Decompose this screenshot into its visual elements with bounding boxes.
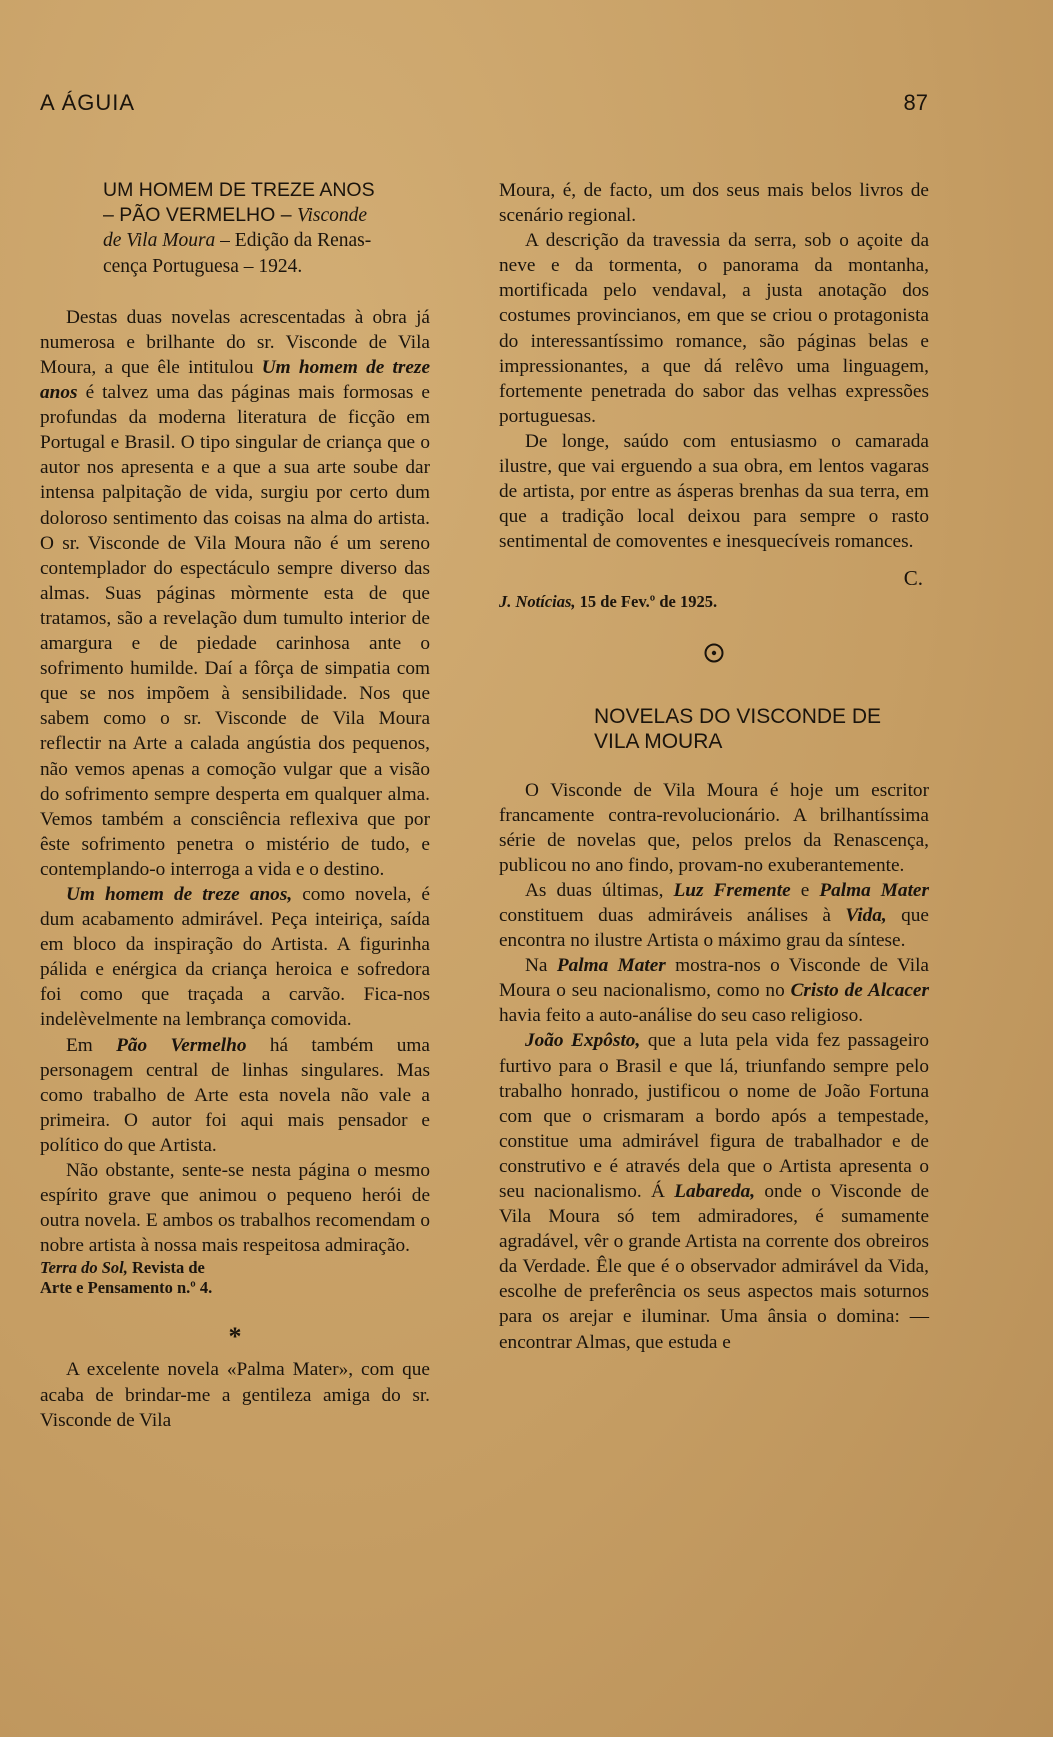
right-column	[499, 178, 929, 1355]
paragraph: Em Pão Vermelho há também uma personagem central de linhas singulares. Mas como trabalho de Arte esta novela não vale a primeira. O autor foi aqui mais pensador e político do que Artista.	[40, 1034, 430, 1156]
paragraph: A excelente novela «Palma Mater», com que acaba de brindar-me a gentileza amiga do sr. Visconde de Vila	[40, 1359, 430, 1431]
paragraph: Um homem de treze anos, como novela, é dum acabamento admirável. Peça inteiriça, saída em bloco da inspiração do Artista. A figurinha pálida e enérgica da criança heroica e sofredora foi como que traçada a carvão. Fica-nos indelèvelmente na lembrança comovida.	[40, 883, 430, 1031]
paragraph: A descrição da travessia da serra, sob o açoite da neve e da tormenta, o panorama da montanha, mortificada pelo vendaval, a justa anotação dos costumes provincianos, em que se criou o protagonista do interessantíssimo romance, são páginas belas e impressionantes, a que dá relêvo uma linguagem, fortemente penetrada do sabor das velhas expressões portuguesas.	[499, 230, 929, 427]
paragraph: Na Palma Mater mostra-nos o Visconde de Vila Moura o seu nacionalismo, como no Cristo de Alcacer havia feito a auto-análise do seu caso religioso.	[499, 955, 929, 1027]
paragraph: Moura, é, de facto, um dos seus mais belos livros de scenário regional.	[499, 180, 929, 227]
circle-dot-ornament-icon	[703, 642, 725, 664]
paragraph: De longe, saúdo com entusiasmo o camarada ilustre, que vai erguendo a sua obra, em lentos vagaras de artista, por entre as ásperas brenhas da sua terra, em que a tradição local deixou para sempre o rasto sentimental de comoventes e inesquecíveis romances.	[499, 430, 929, 553]
section-title: NOVELAS DO VISCONDE DE VILA MOURA	[594, 704, 882, 753]
left-column	[40, 178, 430, 1433]
page-header	[40, 90, 928, 120]
signature: C.	[903, 566, 923, 591]
source-citation: Terra do Sol, Revista de Arte e Pensamento n.º 4.	[40, 1258, 213, 1298]
paragraph: Destas duas novelas acrescentadas à obra já numerosa e brilhante do sr. Visconde de Vila Moura, a que êle intitulou Um homem de treze anos é talvez uma das páginas mais formosas e profundas da moderna literatura de ficção em Portugal e Brasil. O tipo singular de criança que o autor nos apresenta e a que a sua arte soube dar intensa palpitação de vida, surgiu por certo dum doloroso sentimento das coisas na alma do artista. O sr. Visconde de Vila Moura não é um sereno contemplador do espectáculo sempre diverso das almas. Suas páginas mòrmente esta de que tratamos, são a revelação dum tumulto interior de amargura e de piedade carinhosa ante o sofrimento humilde. Daí a fôrça de simpatia com que se nos impõem à sensibilidade. Nos que sabem como o sr. Visconde de Vila Moura reflectir na Arte a calada angústia dos pequenos, não vemos apenas a comoção vulgar que a visão do sofrimento sempre desperta em qualquer alma. Vemos também a consciência reflexiva que por êste sofrimento penetra o mistério de tudo, e contemplando-o interroga a vida e o destino.	[40, 306, 430, 880]
page-number: 87	[903, 90, 928, 115]
running-head: A ÁGUIA	[40, 90, 136, 115]
review-title: UM HOMEM DE TREZE ANOS	[103, 179, 375, 201]
review-subtitle-line: cença Portuguesa – 1924.	[103, 255, 303, 277]
source-citation: J. Notícias, 15 de Fev.º de 1925.	[499, 591, 718, 611]
paragraph: Não obstante, sente-se nesta página o mesmo espírito grave que animou o pequeno herói de outra novela. E ambos os trabalhos recomendam o nobre artista à nossa mais respeitosa admiração.	[40, 1160, 430, 1257]
review-heading	[103, 178, 430, 279]
paragraph: O Visconde de Vila Moura é hoje um escritor francamente contra-revolucionário. A brilhantíssima série de novelas que, pelos prelos da Renascença, publicou no ano findo, provam-no exuberantemente.	[499, 779, 929, 876]
section-divider-asterisk: *	[228, 1322, 242, 1352]
review-subtitle-line: de Vila Moura – Edição da Renas-	[103, 230, 372, 252]
paragraph: João Expôsto, que a luta pela vida fez passageiro furtivo para o Brasil e que lá, triunfando sempre pelo trabalho honrado, justificou o nome de João Fortuna com que o crismaram a bordo após a tempestade, constitue uma admirável figura de trabalhador e de construtivo e é através dela que o Artista apresenta o seu nacionalismo. Á Labareda, onde o Visconde de Vila Moura só tem admiradores, é sumamente agradável, vêr o grande Artista na corrente dos obreiros da Verdade. Êle que é o observador admirável da Vida, escolhe de preferência os seus aspectos mais soturnos para os arejar e iluminar. Uma ânsia o domina: — encontrar Almas, que estuda e	[499, 1030, 930, 1353]
paragraph: As duas últimas, Luz Fremente e Palma Mater constituem duas admiráveis análises à Vida, que encontra no ilustre Artista o máximo grau da síntese.	[499, 879, 929, 952]
review-subtitle-line: – PÃO VERMELHO – Visconde	[103, 204, 368, 227]
